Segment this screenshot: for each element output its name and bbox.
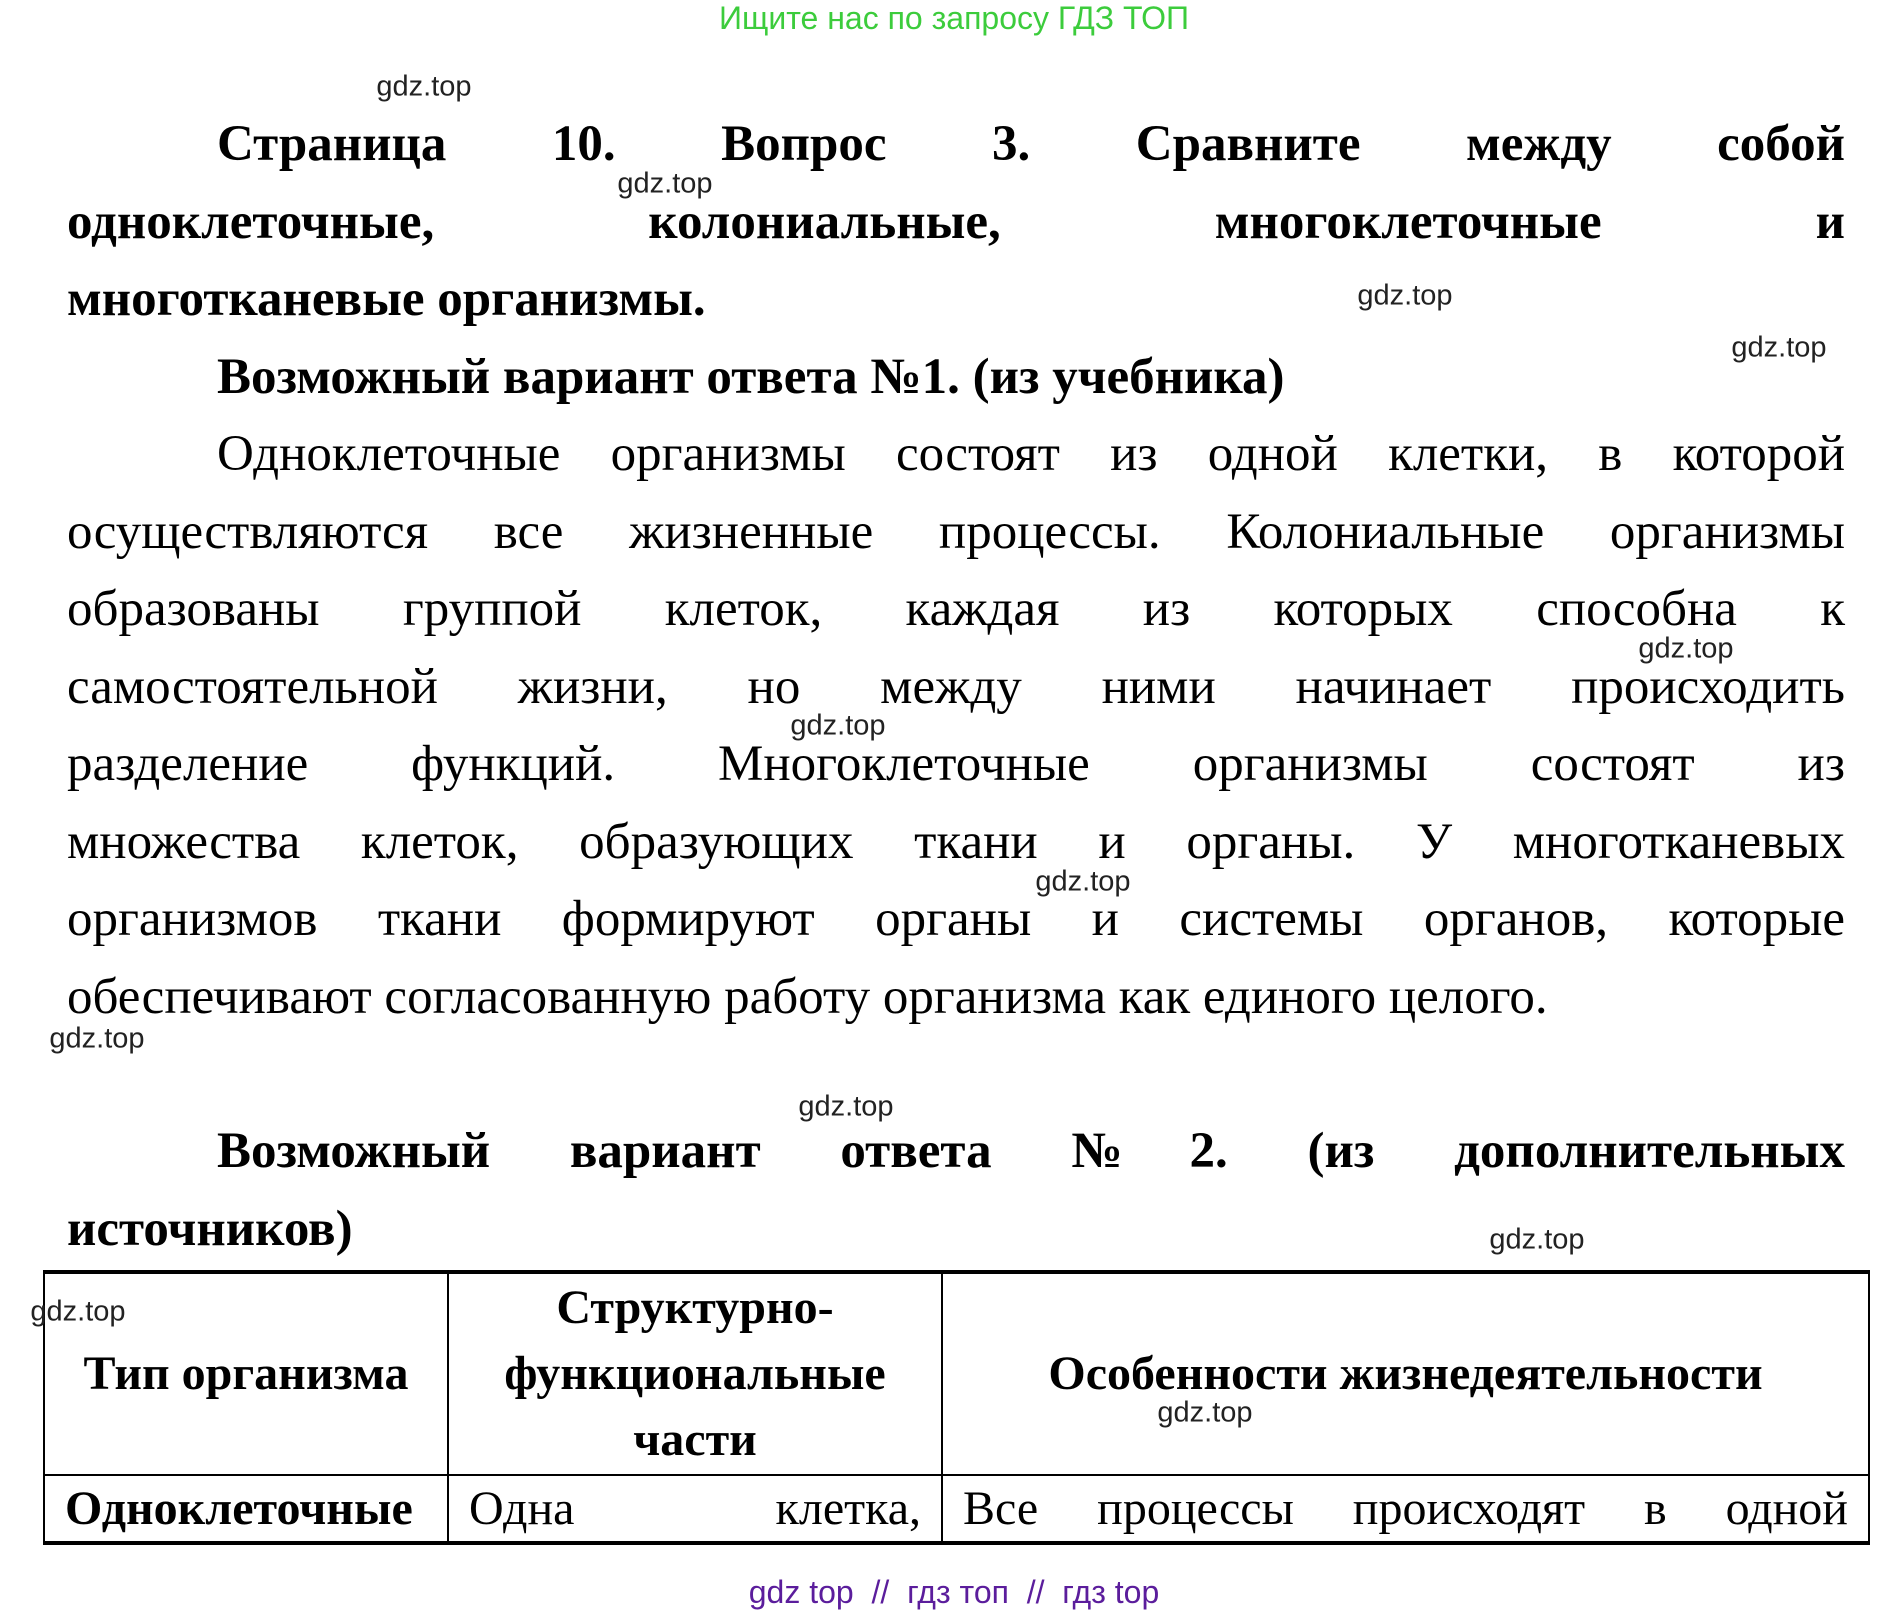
watermark: gdz.top xyxy=(30,1295,126,1328)
watermark: gdz.top xyxy=(1035,865,1131,898)
answer-line: разделение функций. Многоклеточные организмы состоят из xyxy=(67,736,1845,792)
cell-parts: Одна клетка, xyxy=(448,1475,942,1543)
watermark: gdz.top xyxy=(1731,331,1827,364)
question-line: многотканевые организмы. xyxy=(67,271,706,327)
watermark: gdz.top xyxy=(1157,1396,1253,1429)
answer-line: множества клеток, образующих ткани и органы. У многотканевых xyxy=(67,813,1845,870)
watermark: gdz.top xyxy=(798,1090,894,1123)
watermark: gdz.top xyxy=(1638,632,1734,665)
watermark: gdz.top xyxy=(49,1022,145,1055)
answer-line: образованы группой клеток, каждая из которых способна к xyxy=(67,581,1845,637)
header-line: функциональные xyxy=(504,1347,886,1400)
watermark: gdz.top xyxy=(1489,1223,1585,1256)
header-life-features: Особенности жизнедеятельности xyxy=(942,1272,1869,1475)
answer2-title-line: источников) xyxy=(67,1200,353,1257)
answer-line: организмов ткани формируют органы и системы органов, которые xyxy=(67,891,1845,947)
question-line: одноклеточные, колониальные, многоклеточные и xyxy=(67,193,1845,250)
cell-type: Одноклеточные xyxy=(44,1475,448,1543)
answer-line: обеспечивают согласованную работу организма как единого целого. xyxy=(67,968,1548,1025)
watermark: gdz.top xyxy=(376,70,472,103)
watermark: gdz.top xyxy=(1357,279,1453,312)
answer-line: осуществляются все жизненные процессы. Колониальные организмы xyxy=(67,503,1845,560)
table-header-row xyxy=(44,1272,1869,1475)
answer1-title: Возможный вариант ответа №1. (из учебника) xyxy=(217,348,1285,405)
comparison-table xyxy=(43,1270,1870,1545)
footer-link[interactable]: gdz top // гдз топ // гдз top xyxy=(748,1574,1160,1610)
watermark: gdz.top xyxy=(617,167,713,200)
answer-line: Одноклеточные организмы состоят из одной клетки, в которой xyxy=(217,426,1845,482)
table-row xyxy=(44,1475,1869,1543)
answer1-text xyxy=(67,416,1845,1036)
cell-features: Все процессы происходят в одной xyxy=(942,1475,1869,1543)
question-line: Страница 10. Вопрос 3. Сравните между собой xyxy=(217,116,1845,172)
header-line: Структурно- xyxy=(556,1281,834,1334)
answer-line: самостоятельной жизни, но между ними начинает происходить xyxy=(67,658,1845,715)
watermark: gdz.top xyxy=(790,709,886,742)
search-banner: Ищите нас по запросу ГДЗ ТОП xyxy=(719,0,1189,36)
question-heading xyxy=(67,106,1845,416)
header-line: части xyxy=(633,1413,757,1466)
header-structural-parts xyxy=(448,1272,942,1475)
answer2-title-line: Возможный вариант ответа №2. (из дополнительных xyxy=(217,1123,1845,1179)
header-organism-type: Тип организма xyxy=(44,1272,448,1475)
